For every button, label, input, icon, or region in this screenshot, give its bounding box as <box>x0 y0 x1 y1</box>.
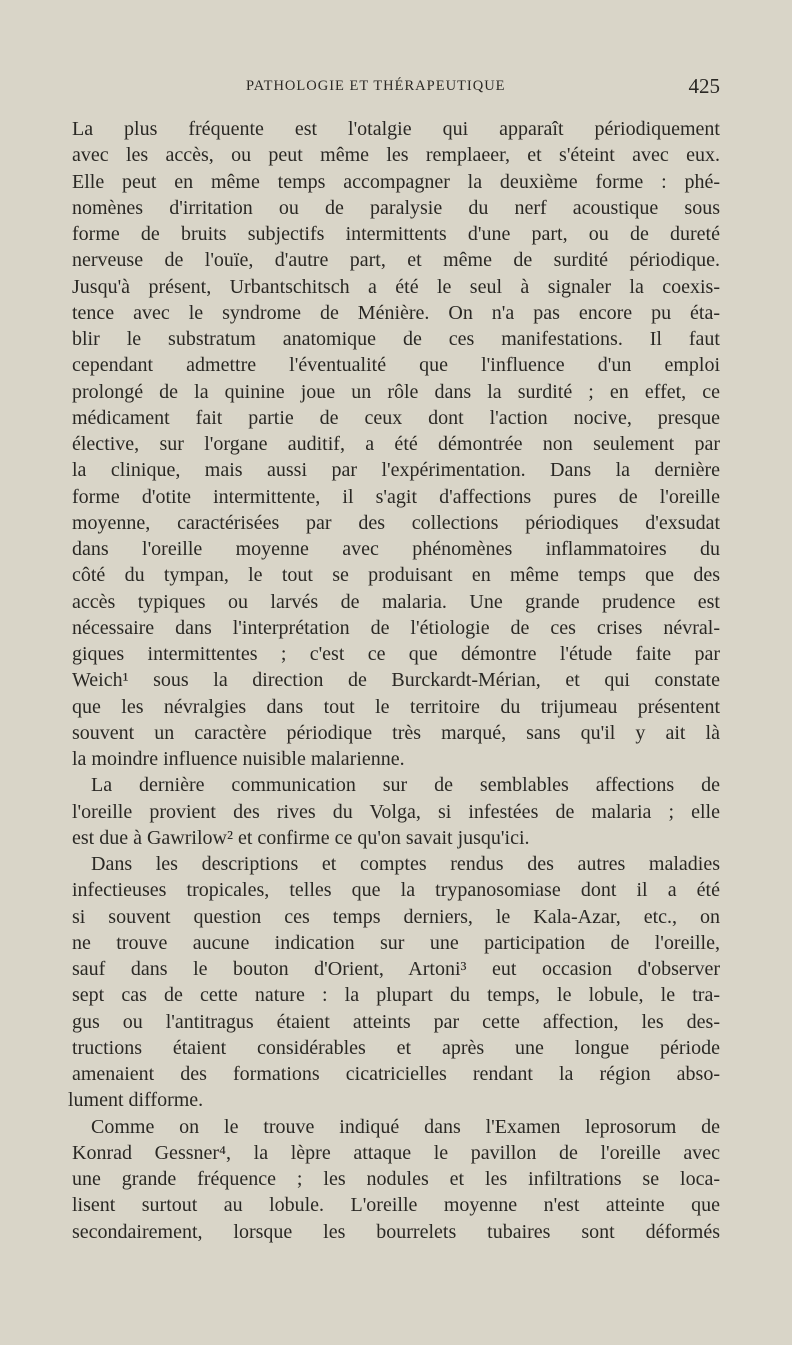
text-line: cependant admettre l'éventualité que l'influence d'un emploi <box>72 354 720 377</box>
text-line: prolongé de la quinine joue un rôle dans la surdité ; en effet, ce <box>72 380 720 403</box>
text-line: médicament fait partie de ceux dont l'action nocive, presque <box>72 406 720 429</box>
text-line: nécessaire dans l'interprétation de l'étiologie de ces crises névral- <box>72 616 720 639</box>
text-line: secondairement, lorsque les bourrelets tubaires sont déformés <box>72 1220 720 1243</box>
text-line: accès typiques ou larvés de malaria. Une grande prudence est <box>72 590 720 613</box>
text-line: avec les accès, ou peut même les remplaeer, et s'éteint avec eux. <box>72 144 720 167</box>
page-header <box>72 74 720 104</box>
text-line: Weich¹ sous la direction de Burckardt-Mérian, et qui constate <box>72 669 720 692</box>
text-line: infectieuses tropicales, telles que la trypanosomiase dont il a été <box>72 879 720 902</box>
text-line: élective, sur l'organe auditif, a été démontrée non seulement par <box>72 433 720 455</box>
text-line: que les névralgies dans tout le territoire du trijumeau présentent <box>72 695 720 718</box>
page-number: 425 <box>688 74 720 98</box>
text-line: lument difforme. <box>68 1089 204 1112</box>
text-line: Dans les descriptions et comptes rendus des autres maladies <box>91 853 720 875</box>
running-head: PATHOLOGIE ET THÉRAPEUTIQUE <box>246 78 506 94</box>
text-line: côté du tympan, le tout se produisant en même temps que des <box>72 564 720 587</box>
text-line: est due à Gawrilow² et confirme ce qu'on savait jusqu'ici. <box>72 826 530 849</box>
text-line: nomènes d'irritation ou de paralysie du nerf acoustique sous <box>72 196 720 219</box>
text-line: Jusqu'à présent, Urbantschitsch a été le seul à signaler la coexis- <box>72 275 720 298</box>
text-line: gus ou l'antitragus étaient atteints par cette affection, les des- <box>72 1010 720 1033</box>
text-line: l'oreille provient des rives du Volga, si infestées de malaria ; elle <box>72 800 720 823</box>
text-line: lisent surtout au lobule. L'oreille moyenne n'est atteinte que <box>72 1194 720 1217</box>
text-line: moyenne, caractérisées par des collections périodiques d'exsudat <box>72 511 720 534</box>
text-line: une grande fréquence ; les nodules et les infiltrations se loca- <box>72 1168 720 1190</box>
text-line: sept cas de cette nature : la plupart du temps, le lobule, le tra- <box>72 984 720 1007</box>
text-line: ne trouve aucune indication sur une participation de l'oreille, <box>72 931 720 954</box>
text-line: amenaient des formations cicatricielles rendant la région abso- <box>72 1063 720 1085</box>
text-line: La plus fréquente est l'otalgie qui apparaît périodiquement <box>72 118 720 140</box>
text-line: forme de bruits subjectifs intermittents d'une part, ou de dureté <box>72 223 720 245</box>
text-line: forme d'otite intermittente, il s'agit d'affections pures de l'oreille <box>72 485 720 508</box>
text-line: La dernière communication sur de semblables affections de <box>91 774 720 797</box>
text-line: la moindre influence nuisible malarienne. <box>72 748 405 770</box>
text-line: Konrad Gessner⁴, la lèpre attaque le pavillon de l'oreille avec <box>72 1141 720 1164</box>
text-line: si souvent question ces temps derniers, le Kala-Azar, etc., on <box>72 905 720 928</box>
text-line: Elle peut en même temps accompagner la deuxième forme : phé- <box>72 170 720 193</box>
text-line: nerveuse de l'ouïe, d'autre part, et même de surdité périodique. <box>72 249 720 272</box>
body-text <box>68 116 720 1245</box>
text-line: Comme on le trouve indiqué dans l'Examen leprosorum de <box>91 1115 720 1138</box>
text-line: souvent un caractère périodique très marqué, sans qu'il y ait là <box>72 721 720 744</box>
text-line: sauf dans le bouton d'Orient, Artoni³ eut occasion d'observer <box>72 958 720 980</box>
text-line: giques intermittentes ; c'est ce que démontre l'étude faite par <box>72 643 720 665</box>
text-line: tructions étaient considérables et après une longue période <box>72 1036 720 1059</box>
text-line: la clinique, mais aussi par l'expérimentation. Dans la dernière <box>72 459 720 482</box>
text-line: tence avec le syndrome de Ménière. On n'a pas encore pu éta- <box>72 301 720 324</box>
text-line: blir le substratum anatomique de ces manifestations. Il faut <box>72 328 720 350</box>
text-line: dans l'oreille moyenne avec phénomènes inflammatoires du <box>72 538 720 560</box>
